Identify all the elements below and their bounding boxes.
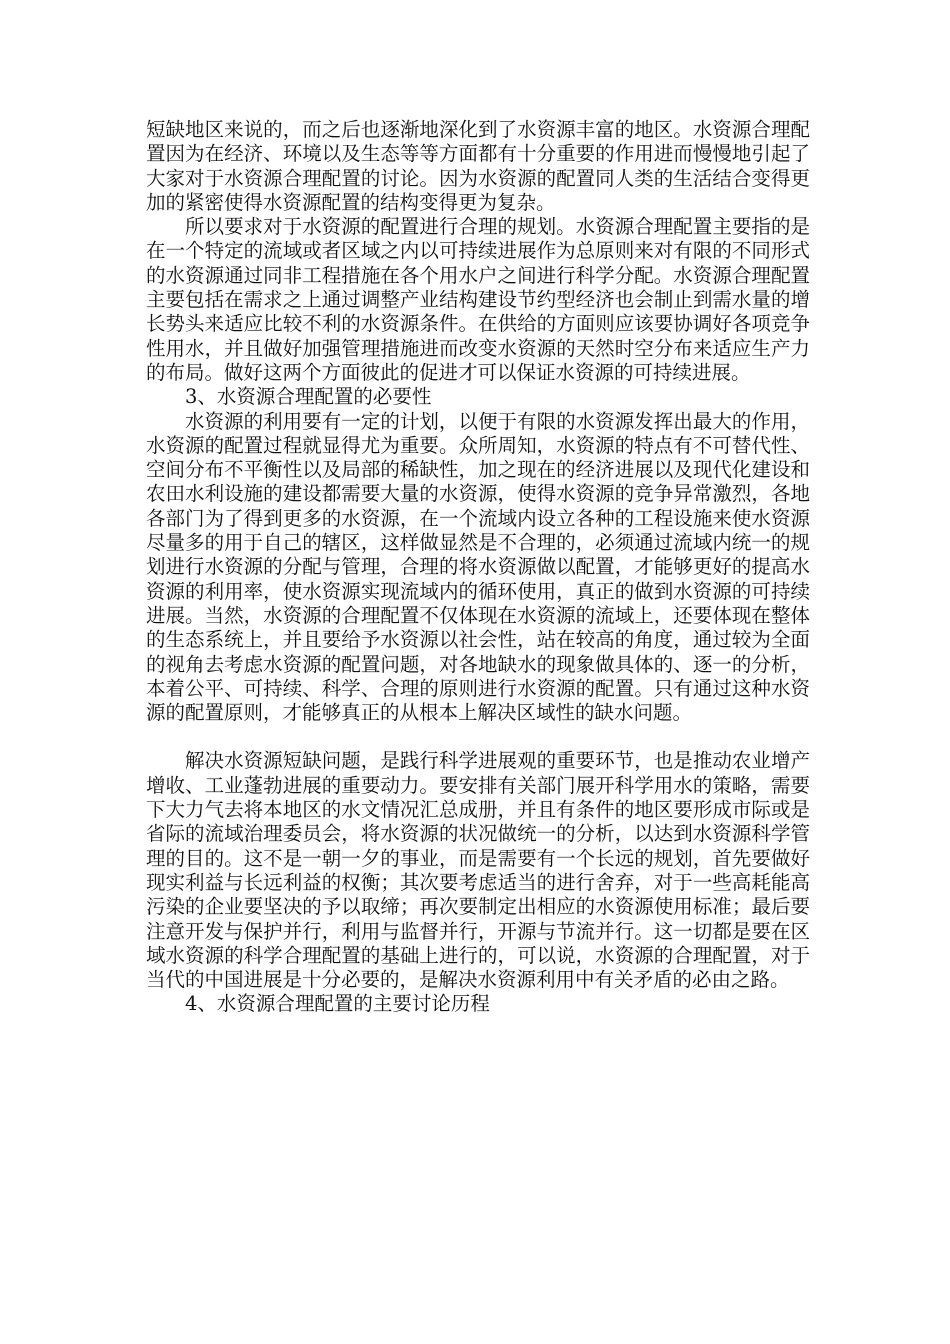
section-heading-3: 3、水资源合理配置的必要性 [185, 385, 432, 409]
paragraph-necessity: 水资源的利用要有一定的计划，以便于有限的水资源发挥出最大的作用，水资源的配置过程就显得尤为重要。众所周知，水资源的特点有不可替代性、空间分布不平衡性以及局部的稀缺性，加之现在的经济进展以及现代化建设和农田水利设施的建设都需要大量的水资源，使得水资源的竞争异常激烈，各地各部门为了得到更多的水资源，在一个流域内设立各种的工程设施来使水资源尽量多的用于自己的辖区，这样做显然是不合理的，必须通过流域内统一的规划进行水资源的分配与管理，合理的将水资源做以配置，才能够更好的提高水资源的利用率，使水资源实现流域内的循环使用，真正的做到水资源的可持续进展。当然，水资源的合理配置不仅体现在水资源的流域上，还要体现在整体的生态系统上，并且要给予水资源以社会性，站在较高的角度，通过较为全面的视角去考虑水资源的配置问题，对各地缺水的现象做具体的、逐一的分析，本着公平、可持续、科学、合理的原则进行水资源的配置。只有通过这种水资源的配置原则，才能够真正的从根本上解决区域性的缺水问题。 [146, 409, 810, 725]
paragraph-solution: 解决水资源短缺问题，是践行科学进展观的重要环节，也是推动农业增产增收、工业蓬勃进展的重要动力。要安排有关部门展开科学用水的策略，需要下大力气去将本地区的水文情况汇总成册，并且有条件的地区要形成市际或是省际的流域治理委员会，将水资源的状况做统一的分析，以达到水资源科学管理的目的。这不是一朝一夕的事业，而是需要有一个长远的规划，首先要做好现实利益与长远利益的权衡；其次要考虑适当的进行舍弃，对于一些高耗能高污染的企业要坚决的予以取缔；再次要制定出相应的水资源使用标准；最后要注意开发与保护并行，利用与监督并行，开源与节流并行。这一切都是要在区域水资源的科学合理配置的基础上进行的，可以说，水资源的合理配置，对于当代的中国进展是十分必要的，是解决水资源利用中有关矛盾的必由之路。 [146, 749, 810, 992]
section-heading-4: 4、水资源合理配置的主要讨论历程 [185, 992, 490, 1016]
paragraph-planning: 所以要求对于水资源的配置进行合理的规划。水资源合理配置主要指的是在一个特定的流域或者区域之内以可持续进展作为总原则来对有限的不同形式的水资源通过同非工程措施在各个用水户之间进行科学分配。水资源合理配置主要包括在需求之上通过调整产业结构建设节约型经济也会制止到需水量的增长势头来适应比较不利的水资源条件。在供给的方面则应该要协调好各项竞争性用水，并且做好加强管理措施进而改变水资源的天然时空分布来适应生产力的布局。做好这两个方面彼此的促进才可以保证水资源的可持续进展。 [146, 215, 810, 384]
document-body [146, 118, 810, 1017]
paragraph-continuation: 短缺地区来说的，而之后也逐渐地深化到了水资源丰富的地区。水资源合理配置因为在经济、环境以及生态等等方面都有十分重要的作用进而慢慢地引起了大家对于水资源合理配置的讨论。因为水资源的配置同人类的生活结合变得更加的紧密使得水资源配置的结构变得更为复杂。 [146, 118, 810, 214]
blank-line [146, 725, 810, 749]
